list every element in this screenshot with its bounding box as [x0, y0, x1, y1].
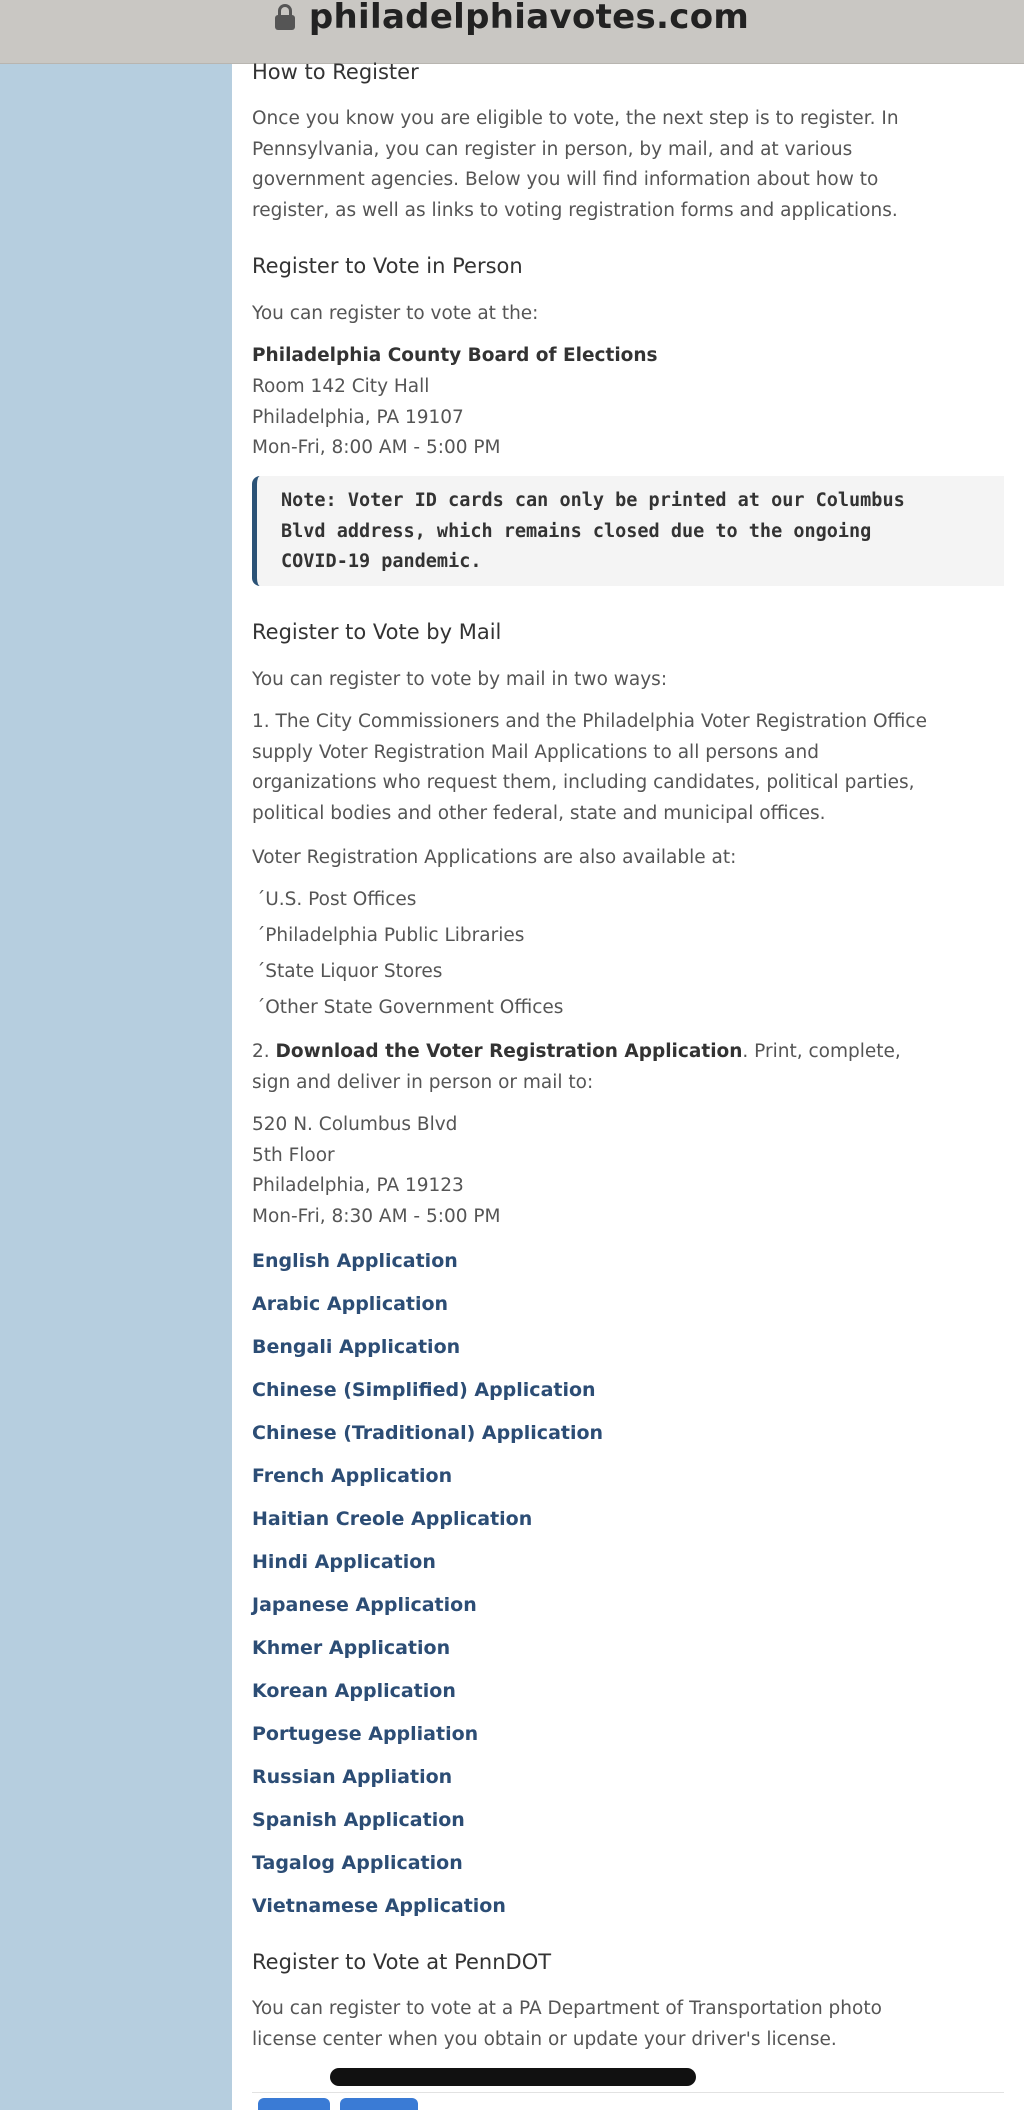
portuguese-application-link[interactable]: Portugese Appliation: [252, 1723, 479, 1745]
list-item: ˊU.S. Post Offices: [256, 889, 417, 910]
application-links: [252, 1246, 603, 1934]
locations-list: [256, 885, 563, 1029]
home-indicator-bar: [330, 2068, 696, 2086]
paragraph-line: supply Voter Registration Mail Applications to all persons and: [252, 741, 819, 763]
note-line: Blvd address, which remains closed due to the ongoing: [281, 520, 872, 542]
download-application-link[interactable]: Download the Voter Registration Application: [275, 1041, 743, 1062]
address-line: Philadelphia, PA 19107: [252, 406, 464, 428]
tagalog-application-link[interactable]: Tagalog Application: [252, 1852, 463, 1874]
note-line: COVID-19 pandemic.: [281, 551, 482, 572]
by-mail-lead: You can register to vote by mail in two ways:: [252, 669, 668, 690]
left-sidebar: [0, 64, 232, 2110]
vietnamese-application-link[interactable]: Vietnamese Application: [252, 1895, 506, 1917]
way-two-paragraph: [252, 1037, 901, 1098]
japanese-application-link[interactable]: Japanese Application: [252, 1594, 477, 1616]
section-title-by-mail: Register to Vote by Mail: [252, 620, 502, 644]
available-at-lead: Voter Registration Applications are also available at:: [252, 847, 737, 868]
intro-line: Once you know you are eligible to vote, the next step is to register. In: [252, 108, 899, 129]
note-callout: [252, 476, 1004, 586]
url-display[interactable]: [275, 0, 749, 37]
arabic-application-link[interactable]: Arabic Application: [252, 1293, 449, 1315]
office-hours: Mon-Fri, 8:00 AM - 5:00 PM: [252, 437, 501, 458]
tweet-button[interactable]: [258, 2098, 330, 2110]
paragraph-line: 2. Download the Voter Registration Application. Print, complete,: [252, 1041, 901, 1062]
facebook-like-button[interactable]: [340, 2098, 418, 2110]
url-text: philadelphiavotes.com: [308, 0, 750, 37]
french-application-link[interactable]: French Application: [252, 1465, 453, 1487]
address-line: Philadelphia, PA 19123: [252, 1175, 464, 1196]
section-title-penndot: Register to Vote at PennDOT: [252, 1950, 552, 1974]
korean-application-link[interactable]: Korean Application: [252, 1680, 456, 1702]
section-title-in-person: Register to Vote in Person: [252, 254, 523, 278]
office-address: [252, 372, 501, 464]
list-item: ˊPhiladelphia Public Libraries: [256, 925, 525, 946]
paragraph-line: license center when you obtain or update your driver's license.: [252, 2028, 837, 2050]
penndot-paragraph: [252, 1994, 882, 2055]
paragraph-line: organizations who request them, including candidates, political parties,: [252, 772, 915, 793]
russian-application-link[interactable]: Russian Appliation: [252, 1766, 453, 1788]
khmer-application-link[interactable]: Khmer Application: [252, 1637, 451, 1659]
intro-line: Pennsylvania, you can register in person, by mail, and at various: [252, 138, 853, 160]
office-name: Philadelphia County Board of Elections: [252, 345, 658, 366]
footer-divider: [252, 2092, 1004, 2093]
hindi-application-link[interactable]: Hindi Application: [252, 1551, 436, 1573]
paragraph-line: sign and deliver in person or mail to:: [252, 1071, 594, 1093]
paragraph-line: political bodies and other federal, state and municipal offices.: [252, 802, 826, 824]
list-item: ˊState Liquor Stores: [256, 961, 443, 982]
bengali-application-link[interactable]: Bengali Application: [252, 1336, 461, 1358]
in-person-lead: You can register to vote at the:: [252, 303, 539, 324]
paragraph-line: 1. The City Commissioners and the Philadelphia Voter Registration Office: [252, 711, 927, 732]
list-item: ˊOther State Government Offices: [256, 997, 564, 1018]
paragraph-line: You can register to vote at a PA Department of Transportation photo: [252, 1998, 882, 2019]
office-hours: Mon-Fri, 8:30 AM - 5:00 PM: [252, 1205, 501, 1227]
address-line: 5th Floor: [252, 1144, 335, 1166]
haitian-creole-application-link[interactable]: Haitian Creole Application: [252, 1508, 533, 1530]
english-application-link[interactable]: English Application: [252, 1250, 458, 1272]
address-line: 520 N. Columbus Blvd: [252, 1114, 458, 1135]
lock-icon: [275, 4, 295, 30]
intro-line: register, as well as links to voting registration forms and applications.: [252, 199, 898, 221]
spanish-application-link[interactable]: Spanish Application: [252, 1809, 465, 1831]
mail-address: [252, 1110, 501, 1232]
intro-line: government agencies. Below you will find information about how to: [252, 169, 879, 190]
note-line: Note: Voter ID cards can only be printed at our Columbus: [281, 490, 905, 511]
browser-url-bar[interactable]: [0, 0, 1024, 64]
page-title: How to Register: [252, 60, 419, 84]
chinese-traditional-application-link[interactable]: Chinese (Traditional) Application: [252, 1422, 604, 1444]
address-line: Room 142 City Hall: [252, 376, 430, 397]
way-one-paragraph: [252, 707, 927, 829]
intro-paragraph: [252, 104, 899, 226]
chinese-simplified-application-link[interactable]: Chinese (Simplified) Application: [252, 1379, 596, 1401]
